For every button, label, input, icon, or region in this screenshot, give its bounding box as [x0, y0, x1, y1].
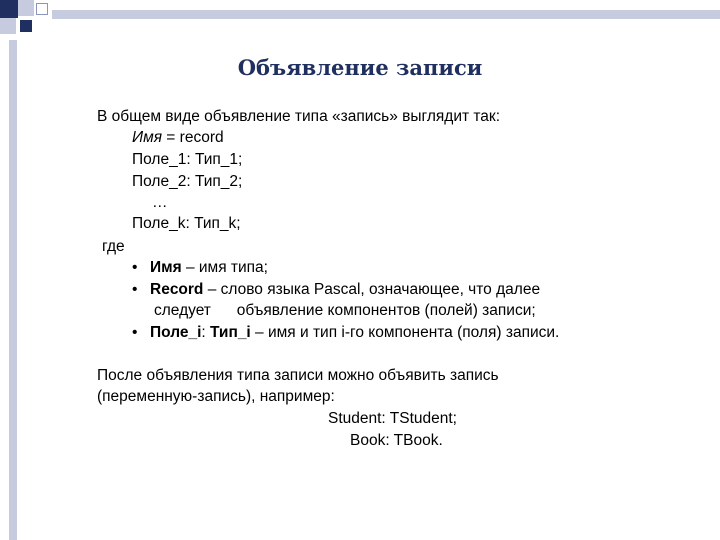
bullet-item — [132, 323, 559, 343]
bullet-item — [132, 258, 268, 278]
bullet-dot-icon: • — [132, 281, 138, 298]
slide-title: Объявление записи — [237, 55, 483, 80]
corner-square-outline — [36, 3, 48, 15]
code-line-ellipsis: … — [152, 194, 168, 211]
bullet-term: Поле_i — [150, 324, 202, 341]
bullet-dot-icon: • — [132, 324, 138, 341]
bullet-text-continuation: следует объявление компонентов (полей) записи; — [154, 302, 536, 319]
bullet-item — [132, 280, 540, 300]
bullet-term: Record — [150, 281, 204, 298]
code-line-field1: Поле_1: Тип_1; — [132, 151, 243, 168]
bullet-text: – слово языка Pascal, означающее, что далее — [203, 281, 541, 298]
code-line-field2: Поле_2: Тип_2; — [132, 173, 243, 190]
corner-square-dark — [20, 20, 32, 32]
corner-square-light — [18, 0, 34, 16]
code-record-keyword: = record — [162, 129, 224, 146]
example-line2: Book: TBook. — [350, 432, 443, 449]
bullet-text: – имя типа; — [181, 259, 268, 276]
bullet-dot-icon: • — [132, 259, 138, 276]
code-name-italic: Имя — [132, 129, 162, 146]
example-line1: Student: TStudent; — [328, 410, 457, 427]
top-decor-bar — [52, 10, 720, 19]
left-decor-bar — [9, 40, 17, 540]
after-text-line1: После объявления типа записи можно объявить запись — [97, 367, 499, 384]
code-line-name — [132, 128, 224, 148]
bullet-term-type: Тип_i — [210, 324, 251, 341]
intro-text: В общем виде объявление типа «запись» выглядит так: — [97, 108, 501, 125]
where-label: где — [102, 238, 125, 255]
bullet-term: Имя — [150, 259, 182, 276]
bullet-separator: : — [201, 324, 211, 341]
bullet-text: – имя и тип i-го компонента (поля) записи. — [250, 324, 560, 341]
code-line-fieldk: Поле_k: Тип_k; — [132, 215, 241, 232]
corner-square-dark — [0, 0, 18, 18]
after-text-line2: (переменную-запись), например: — [97, 388, 335, 405]
corner-square-light — [0, 18, 16, 34]
